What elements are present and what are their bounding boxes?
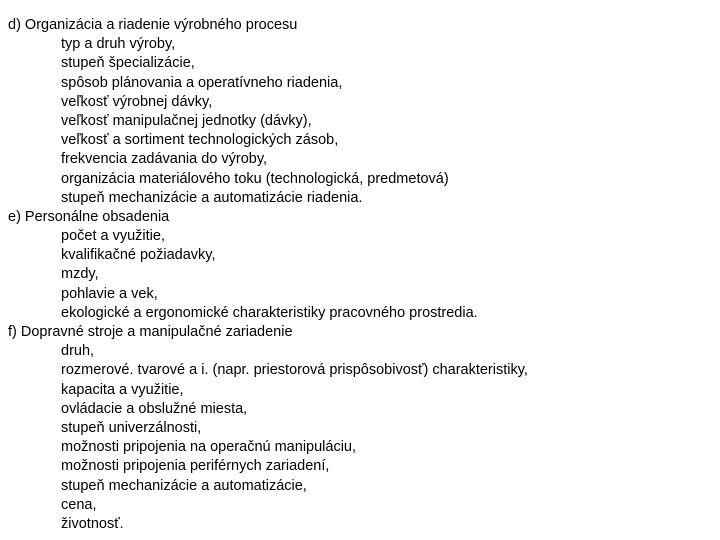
- list-item: možnosti pripojenia periférnych zariadení,: [61, 458, 330, 475]
- list-item: pohlavie a vek,: [61, 285, 158, 302]
- document-body: [0, 16, 720, 534]
- list-item: stupeň mechanizácie a automatizácie riadenia.: [61, 189, 363, 206]
- list-item: ovládacie a obslužné miesta,: [61, 400, 248, 417]
- list-item: mzdy,: [61, 266, 99, 283]
- list-item: veľkosť manipulačnej jednotky (dávky),: [61, 112, 312, 129]
- section-heading: e) Personálne obsadenia: [8, 208, 170, 225]
- list-item: kvalifikačné požiadavky,: [61, 247, 216, 264]
- list-item: stupeň špecializácie,: [61, 55, 195, 72]
- list-item: životnosť.: [61, 515, 124, 532]
- list-item: veľkosť a sortiment technologických zásob,: [61, 132, 339, 149]
- list-item: možnosti pripojenia na operačnú manipuláciu,: [61, 439, 357, 456]
- list-item: stupeň univerzálnosti,: [61, 419, 202, 436]
- list-item: cena,: [61, 496, 97, 513]
- section-heading: d) Organizácia a riadenie výrobného procesu: [8, 17, 298, 33]
- section-d: [0, 16, 720, 208]
- section-f: [0, 323, 720, 534]
- list-item: počet a využitie,: [61, 228, 165, 245]
- list-item: ekologické a ergonomické charakteristiky pracovného prostredia.: [61, 304, 478, 321]
- list-item: frekvencia zadávania do výroby,: [61, 151, 268, 168]
- section-e: [0, 208, 720, 323]
- list-item: rozmerové. tvarové a i. (napr. priestorová prispôsobivosť) charakteristiky,: [61, 362, 528, 379]
- list-item: druh,: [61, 343, 95, 360]
- section-heading: f) Dopravné stroje a manipulačné zariadenie: [8, 324, 293, 340]
- list-item: kapacita a využitie,: [61, 381, 184, 398]
- list-item: spôsob plánovania a operatívneho riadenia,: [61, 74, 343, 91]
- list-item: stupeň mechanizácie a automatizácie,: [61, 477, 307, 494]
- list-item: typ a druh výroby,: [61, 36, 176, 53]
- list-item: organizácia materiálového toku (technologická, predmetová): [61, 170, 449, 187]
- list-item: veľkosť výrobnej dávky,: [61, 93, 213, 110]
